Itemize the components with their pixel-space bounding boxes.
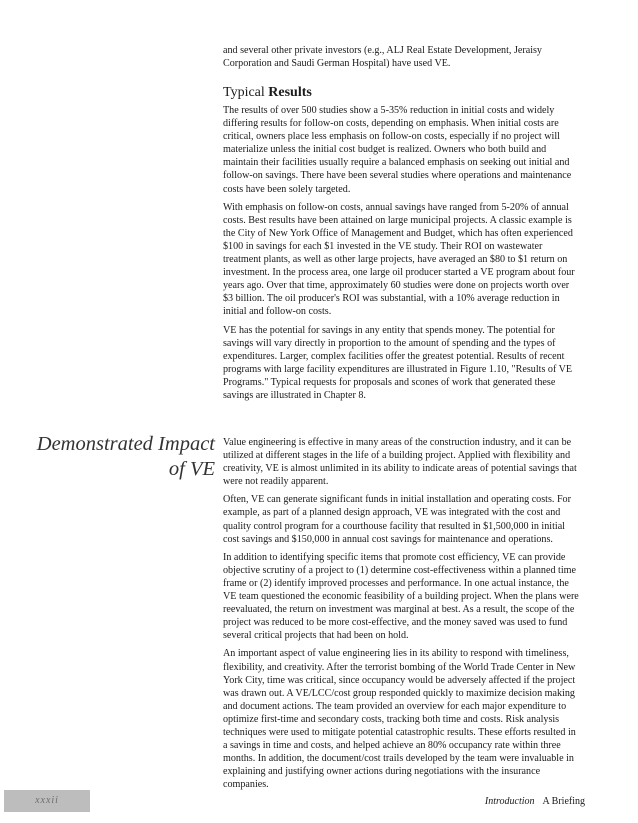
footer-chapter: A Briefing <box>542 796 585 807</box>
paragraph: Value engineering is effective in many areas of the construction industry, and it can be utilized at different stages in the life of a building project. Applied with flexibility and creativity, VE is almost unlimited in its ability to indicate areas of potential savings that were not readily apparent. <box>223 437 577 488</box>
demonstrated-impact-body <box>223 436 580 796</box>
page-number: xxxii <box>4 790 90 812</box>
paragraph: An important aspect of value engineering lies in its ability to respond with timeliness, flexibility, and creativity. After the terrorist bombing of the World Trade Center in New York City, time was critical, since occupancy would be adversely affected if the project was drawn out. A VE/LCC/cost group responded quickly to maximize decision making and document actions. The team provided an overview for each major expenditure to optimize first-time and secondary costs, tracking both time and costs. Risk analysis techniques were used to mitigate potential catastrophic results. These efforts resulted in a savings in time and costs, and helped achieve an 80% occupancy rate within three months. In addition, the document/cost trails developed by the team were invaluable in explaining and justifying owner actions during negotiations with the insurance companies. <box>223 648 576 791</box>
heading-word-results: Results <box>268 85 312 100</box>
typical-results-body <box>223 104 580 407</box>
paragraph: In addition to identifying specific items that promote cost efficiency, VE can provide objective scrutiny of a project to (1) determine cost-effectiveness within a planned time frame or (2) identify improved processes and performance. In one actual instance, the VE team questioned the economic feasibility of a building project. When the plans were reevaluated, the return on investment was marginal at best. As a result, the scope of the project was reduced to be more cost-effective, and the money saved was used to fund several critical projects that had been on hold. <box>223 551 579 642</box>
paragraph: VE has the potential for savings in any entity that spends money. The potential for savings will vary directly in proportion to the amount of spending and the types of expenditures. Larger, complex facilities offer the greatest potential. Results of recent programs with large facility expenditures are illustrated in Figure 1.10, "Results of VE Programs." Typical requests for proposals and scones of work that generated these savings are illustrated in Chapter 8. <box>223 324 573 401</box>
intro-text: and several other private investors (e.g., ALJ Real Estate Development, Jeraisy Corporation and Saudi German Hospital) have used VE. <box>223 45 542 70</box>
side-title-demonstrated-impact <box>30 432 215 482</box>
side-title-line: Demonstrated Impact <box>36 433 215 455</box>
paragraph: With emphasis on follow-on costs, annual savings have ranged from 5-20% of annual costs. Best results have been attained on large municipal projects. A classic example is the City of New York Office of Management and Budget, which has often experienced $100 in savings for each $1 invested in the VE study. Their ROI on wastewater treatment plants, as well as other large projects, have averaged an $80 to $1 return on investment. In the process area, one large oil producer started a VE program about four years ago. Over that time, approximately 60 studies were done on projects worth over $3 billion. The oil producer's ROI was substantial, with a 10% average reduction in initial and follow-on costs. <box>223 201 575 318</box>
section-heading-typical-results <box>223 85 312 101</box>
paragraph: Often, VE can generate significant funds in initial installation and operating costs. For example, as part of a planned design approach, VE was integrated with the cost and quality control program for a courthouse facility that resulted in $1,500,000 in initial cost savings and $150,000 in annual cost savings for maintenance and operations. <box>223 494 571 545</box>
heading-word-typical: Typical <box>223 85 265 100</box>
paragraph: The results of over 500 studies show a 5-35% reduction in initial costs and widely differing results for follow-on costs, depending on emphasis. When initial costs are critical, owners place less emphasis on follow-on costs, especially if no project will materialize unless the initial cost budget is realized. Owners who both build and maintain their facilities usually require a balanced emphasis on seeking out initial and follow-on savings. There have been several studies where operations and maintenance costs have been solely targeted. <box>223 105 572 195</box>
intro-paragraph <box>223 44 580 75</box>
running-footer <box>485 795 585 808</box>
side-title-line: of VE <box>168 458 215 480</box>
footer-section: Introduction <box>484 796 535 807</box>
